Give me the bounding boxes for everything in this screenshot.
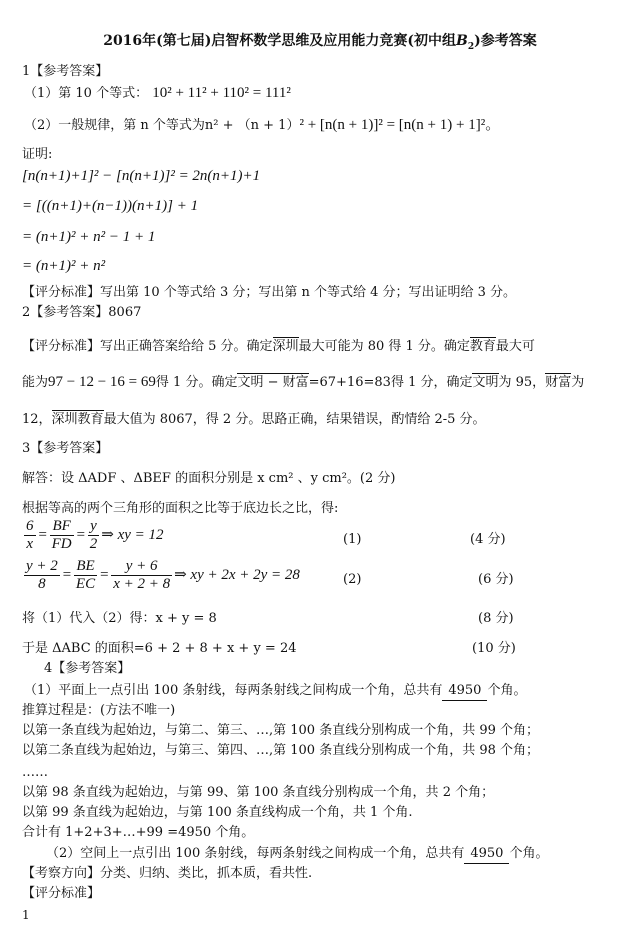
q2-equation: 97 − 12 − 16 = 69	[48, 374, 156, 390]
q4-part1-text: （1）平面上一点引出 100 条射线，每两条射线之间构成一个角，总共有	[24, 683, 443, 698]
fraction	[88, 518, 100, 553]
q1-proof-line-4: = (n+1)² + n²	[22, 258, 106, 274]
word-wenming: 文明	[472, 375, 499, 390]
q4-total: 合计有 1+2+3+…+99 =4950 个角。	[22, 825, 255, 840]
q2-text-d: 能为	[22, 375, 49, 390]
q4-part2-text: （2）空间上一点引出 100 条射线，每两条射线之间构成一个角，总共有	[46, 846, 465, 861]
numerator: BE	[74, 558, 97, 576]
denominator: EC	[75, 576, 96, 592]
q4-scoring: 【评分标准】	[22, 886, 101, 901]
q1-scoring: 【评分标准】写出第 10 个等式给 3 分；写出第 n 个等式给 4 分；写出证明给 3 分。	[22, 285, 517, 300]
q1-part2-label: （2）一般规律，第 n 个等式为n² + （n + 1）	[24, 118, 300, 133]
numerator: y + 2	[26, 558, 58, 574]
q2-text-i: 为	[571, 375, 585, 390]
denominator: 2	[89, 536, 98, 552]
denominator: FD	[51, 536, 72, 552]
q1-heading: 1【参考答案】	[22, 64, 109, 79]
title-var: B	[456, 33, 468, 49]
q4-line-1: 以第一条直线为起始边，与第二、第三、…,第 100 条直线分别构成一个角，共 99 个角；	[22, 723, 540, 738]
numerator: 6	[26, 518, 34, 534]
q2-text-g: 得 1 分，确定	[390, 375, 473, 390]
denominator: x	[26, 536, 34, 552]
q3-solution-intro: 解答：设 ΔADF 、ΔBEF 的面积分别是 x cm² 、y cm²。(2 分)	[22, 471, 396, 486]
q4-ellipsis: ……	[22, 765, 48, 780]
q3-area-points: (10 分)	[472, 641, 516, 656]
page-title	[0, 30, 640, 52]
q2-text-e: 得 1 分。确定	[155, 375, 238, 390]
title-prefix: 2016年(第七届)启智杯数学思维及应用能力竞赛(初中组	[103, 33, 457, 49]
q3-substitution-points: (8 分)	[478, 611, 514, 626]
q3-eq1-points: (4 分)	[470, 532, 506, 547]
denominator: 8	[38, 576, 46, 592]
numerator: y + 6	[111, 558, 172, 576]
word-shenzhen: 深圳	[272, 339, 299, 354]
title-suffix: )参考答案	[474, 33, 537, 49]
q2-text-f: =67+16=83	[308, 375, 391, 390]
q3-area-result: 于是 ΔABC 的面积=6 + 2 + 8 + x + y = 24	[22, 641, 297, 656]
word-caifu: 财富	[545, 375, 572, 390]
q2-text-h: 为 95，	[498, 375, 546, 390]
q2-scoring-line-3	[22, 411, 486, 429]
q2-text-a: 【评分标准】写出正确答案给给 5 分。确定	[22, 339, 273, 354]
fraction	[50, 518, 74, 553]
denominator: x + 2 + 8	[113, 576, 171, 592]
q4-heading: 4【参考答案】	[44, 661, 131, 676]
title-sub: 2	[467, 41, 475, 52]
q2-text-k: 最大值为 8067，得 2 分。思路正确，结果错误，酌情给 2-5 分。	[103, 412, 486, 427]
q4-inference: 推算过程是：(方法不唯一)	[22, 703, 176, 718]
q4-part1-suffix: 个角。	[487, 683, 527, 698]
fraction	[24, 518, 36, 553]
fraction	[24, 558, 60, 593]
q1-part1-label: （1）第 10 个等式：	[24, 86, 149, 101]
q4-part1-answer: 4950	[442, 682, 487, 701]
q2-text-c: 最大可	[495, 339, 535, 354]
numerator: y	[88, 518, 100, 536]
q4-part2	[46, 845, 548, 864]
q2-text-b: 最大可能为 80 得 1 分。确定	[298, 339, 470, 354]
q2-text-j: 12，	[22, 412, 52, 427]
q4-direction: 【考察方向】分类、归纳、类比，抓本质，看共性.	[22, 866, 313, 881]
q2-scoring-line-2	[22, 373, 584, 392]
q4-line-4: 以第 99 条直线为起始边，与第 100 条直线构成一个角，共 1 个角.	[22, 805, 413, 820]
q3-eq2-points: (6 分)	[478, 572, 514, 587]
q3-equation-1: $\frac{6}{x}$ = $\frac{BF}{FD}$ = $\frac{y}{2}$ ⇒ xy = 12	[26, 518, 164, 552]
q2-scoring-line-1	[22, 338, 535, 356]
equation-tail: ⇒ xy + 2x + 2y = 28	[174, 566, 300, 583]
q1-part2-equation: ² + [n(n + 1)]² = [n(n + 1) + 1]²。	[299, 117, 501, 133]
q3-ratio-statement: 根据等高的两个三角形的面积之比等于底边长之比，得:	[22, 501, 339, 516]
q4-line-3: 以第 98 条直线为起始边，与第 99、第 100 条直线分别构成一个角，共 2 个角；	[22, 785, 495, 800]
q1-proof-label: 证明:	[22, 147, 53, 162]
q2-heading: 2【参考答案】8067	[22, 305, 142, 320]
word-shenzhen-jiaoyu: 深圳教育	[51, 412, 104, 427]
q4-part2-suffix: 个角。	[509, 846, 549, 861]
q4-part2-answer: 4950	[464, 845, 509, 864]
q3-heading: 3【参考答案】	[22, 441, 109, 456]
q3-eq1-tag: (1)	[343, 532, 362, 547]
equation-tail: ⇒ xy = 12	[101, 526, 164, 543]
q1-proof-line-2: = [((n+1)+(n−1))(n+1)] + 1	[22, 198, 199, 214]
q1-proof-line-3: = (n+1)² + n² − 1 + 1	[22, 229, 156, 245]
q4-line-2: 以第二条直线为起始边，与第三、第四、…,第 100 条直线分别构成一个角，共 98 个角；	[22, 743, 540, 758]
q3-eq2-tag: (2)	[343, 572, 362, 587]
fraction	[74, 558, 97, 593]
q4-part1	[24, 682, 526, 701]
q3-equation-2: $\frac{y + 2}{8}$ = $\frac{BE}{EC}$ = $\frac{y + 6}{x + 2 + 8}$ ⇒ xy + 2x + 2y = 28	[26, 558, 300, 592]
word-jiaoyu: 教育	[469, 339, 496, 354]
q1-part2	[24, 116, 500, 135]
q3-substitution: 将（1）代入（2）得：x + y = 8	[22, 611, 217, 626]
page-number: 1	[22, 908, 30, 922]
q1-proof-line-1: [n(n+1)+1]² − [n(n+1)]² = 2n(n+1)+1	[22, 168, 261, 184]
word-wenming-caifu: 文明 − 财富	[237, 375, 309, 390]
fraction	[111, 558, 172, 593]
q1-part1	[24, 84, 291, 103]
q1-part1-equation: 10² + 11² + 110² = 111²	[152, 85, 291, 101]
numerator: BF	[50, 518, 74, 536]
